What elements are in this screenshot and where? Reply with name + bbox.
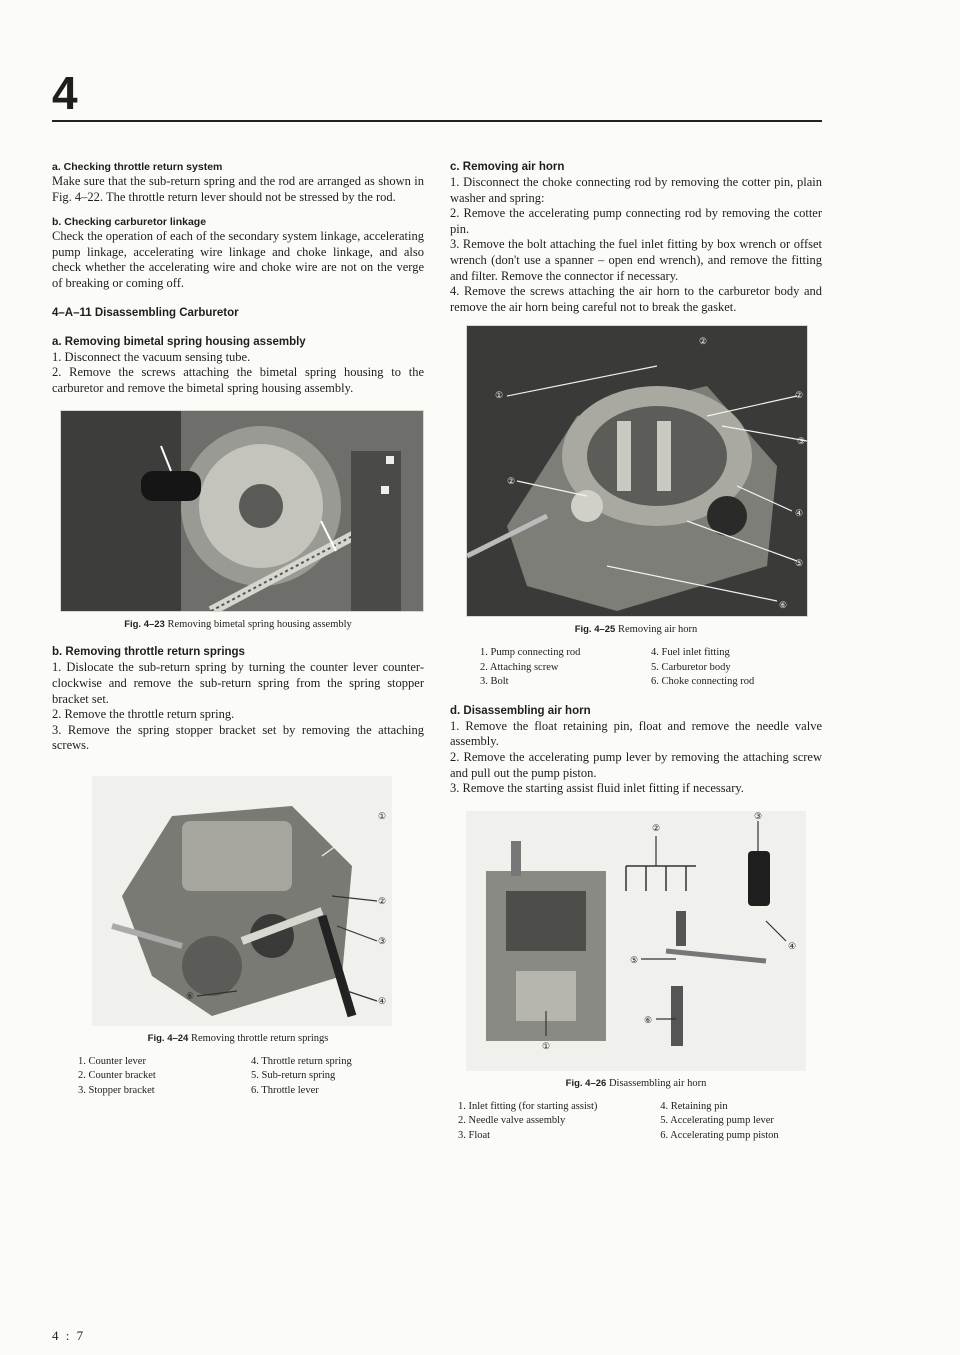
figure-4-23-photo (60, 410, 424, 612)
paragraph: Check the operation of each of the secondary system linkage, accelerating pump linkage, accelerating wire linkage and choke linkage, and also check whether the accelerating wire and choke wire are not on the verge of breaking or coming off. (52, 229, 424, 290)
figure-4-24-caption (52, 1032, 424, 1045)
step: 4. Remove the screws attaching the air horn to the carburetor body and remove the air horn being careful not to break the gasket. (450, 284, 822, 314)
figure-4-25-caption (450, 623, 822, 636)
step: 3. Remove the starting assist fluid inlet fitting if necessary. (450, 781, 744, 796)
callout-2: ② (698, 336, 708, 347)
callout-3: ③ (377, 935, 387, 946)
section-title: 4–A–11 Disassembling Carburetor (52, 306, 239, 319)
legend-item: 6. Accelerating pump piston (660, 1129, 779, 1141)
figure-4-23-caption (52, 618, 424, 631)
step: 2. Remove the accelerating pump lever by removing the attaching screw and pull out the pump piston. (450, 750, 822, 780)
section-heading: a. Checking throttle return system (52, 161, 223, 173)
section-heading: a. Removing bimetal spring housing assembly (52, 335, 306, 348)
callout-5: ⑤ (629, 954, 639, 965)
step: 1. Dislocate the sub-return spring by turning the counter lever counter-clockwise and remove the sub-return spring from the spring stopper bracket set. (52, 660, 424, 706)
legend-item: 4. Retaining pin (660, 1100, 728, 1112)
legend-item: 4. Fuel inlet fitting (651, 647, 730, 659)
legend-item: 2. Counter bracket (78, 1070, 156, 1082)
section-heading: d. Disassembling air horn (450, 704, 591, 717)
callout-3: ③ (753, 810, 763, 821)
legend-item: 3. Float (458, 1129, 491, 1141)
section-heading: b. Checking carburetor linkage (52, 216, 207, 229)
callout-6: ⑥ (643, 1014, 653, 1025)
callout-4: ④ (794, 508, 804, 519)
callout-6: ⑥ (778, 600, 788, 611)
figure-title: Removing air horn (617, 624, 698, 636)
step: 2. Remove the screws attaching the bimetal spring housing to the carburetor and remove the bimetal spring housing assembly. (52, 365, 424, 395)
callout-5: ⑤ (794, 558, 804, 569)
callout-2: ② (506, 476, 516, 487)
step: 3. Remove the spring stopper bracket set by removing the attaching screws. (52, 722, 424, 753)
legend-item: 6. Choke connecting rod (651, 676, 755, 688)
callout-2: ② (377, 895, 387, 906)
figure-4-24-legend (52, 1055, 424, 1099)
step: 1. Disconnect the vacuum sensing tube. (52, 349, 251, 364)
legend-item: 4. Throttle return spring (251, 1055, 352, 1067)
step: 1. Disconnect the choke connecting rod by removing the cotter pin, plain washer and spring: (450, 175, 822, 205)
header-rule (52, 120, 822, 122)
callout-2: ② (651, 822, 661, 833)
legend-item: 6. Throttle lever (251, 1084, 319, 1096)
legend-item: 5. Carburetor body (651, 661, 731, 673)
callout-4: ④ (377, 995, 387, 1006)
page-number: 4 : 7 (52, 1328, 86, 1343)
figure-number: Fig. 4–26 (565, 1077, 607, 1089)
callout-1: ① (377, 810, 387, 821)
legend-item: 1. Pump connecting rod (480, 647, 581, 659)
figure-number: Fig. 4–23 (124, 619, 165, 631)
callout-3: ③ (796, 436, 806, 447)
callout-1: ① (541, 1040, 551, 1051)
figure-4-26-caption (450, 1077, 822, 1090)
paragraph: Make sure that the sub-return spring and the rod are arranged as shown in Fig. 4–22. The throttle return lever should not be stressed by the rod. (52, 174, 424, 204)
figure-title: Disassembling air horn (608, 1077, 707, 1089)
step: 1. Remove the float retaining pin, float and remove the needle valve assembly. (450, 718, 822, 749)
figure-number: Fig. 4–25 (574, 624, 616, 636)
chapter-number: 4 (52, 67, 78, 119)
callout-6: ⑥ (185, 990, 195, 1001)
section-heading: c. Removing air horn (450, 161, 565, 173)
figure-title: Removing bimetal spring housing assembly (167, 619, 352, 631)
callout-2: ② (794, 390, 804, 401)
figure-number: Fig. 4–24 (147, 1032, 189, 1044)
legend-item: 2. Needle valve assembly (458, 1115, 566, 1127)
figure-4-26-legend (450, 1100, 822, 1144)
step: 3. Remove the bolt attaching the fuel inlet fitting by box wrench or offset wrench (don't use a spanner – open end wrench), and remove the fitting and filter. Remove the connector if necessary. (450, 237, 822, 283)
legend-item: 5. Sub-return spring (251, 1070, 336, 1082)
legend-item: 5. Accelerating pump lever (660, 1115, 774, 1127)
step: 2. Remove the accelerating pump connecting rod by removing the cotter pin. (450, 206, 822, 236)
legend-item: 1. Inlet fitting (for starting assist) (458, 1100, 598, 1112)
figure-title: Removing throttle return springs (190, 1032, 329, 1044)
callout-1: ① (494, 390, 504, 401)
step: 2. Remove the throttle return spring. (52, 707, 235, 722)
left-column (52, 160, 424, 1098)
callout-4: ④ (787, 940, 797, 951)
figure-4-24-photo (92, 776, 392, 1026)
section-heading: b. Removing throttle return springs (52, 646, 245, 659)
legend-item: 1. Counter lever (78, 1055, 146, 1067)
right-column (450, 160, 822, 1143)
legend-item: 3. Stopper bracket (78, 1084, 155, 1096)
figure-4-25-legend (450, 646, 822, 690)
figure-4-26-photo (466, 811, 806, 1071)
legend-item: 2. Attaching screw (480, 661, 559, 673)
legend-item: 3. Bolt (480, 676, 509, 688)
figure-4-25-photo (466, 325, 808, 617)
